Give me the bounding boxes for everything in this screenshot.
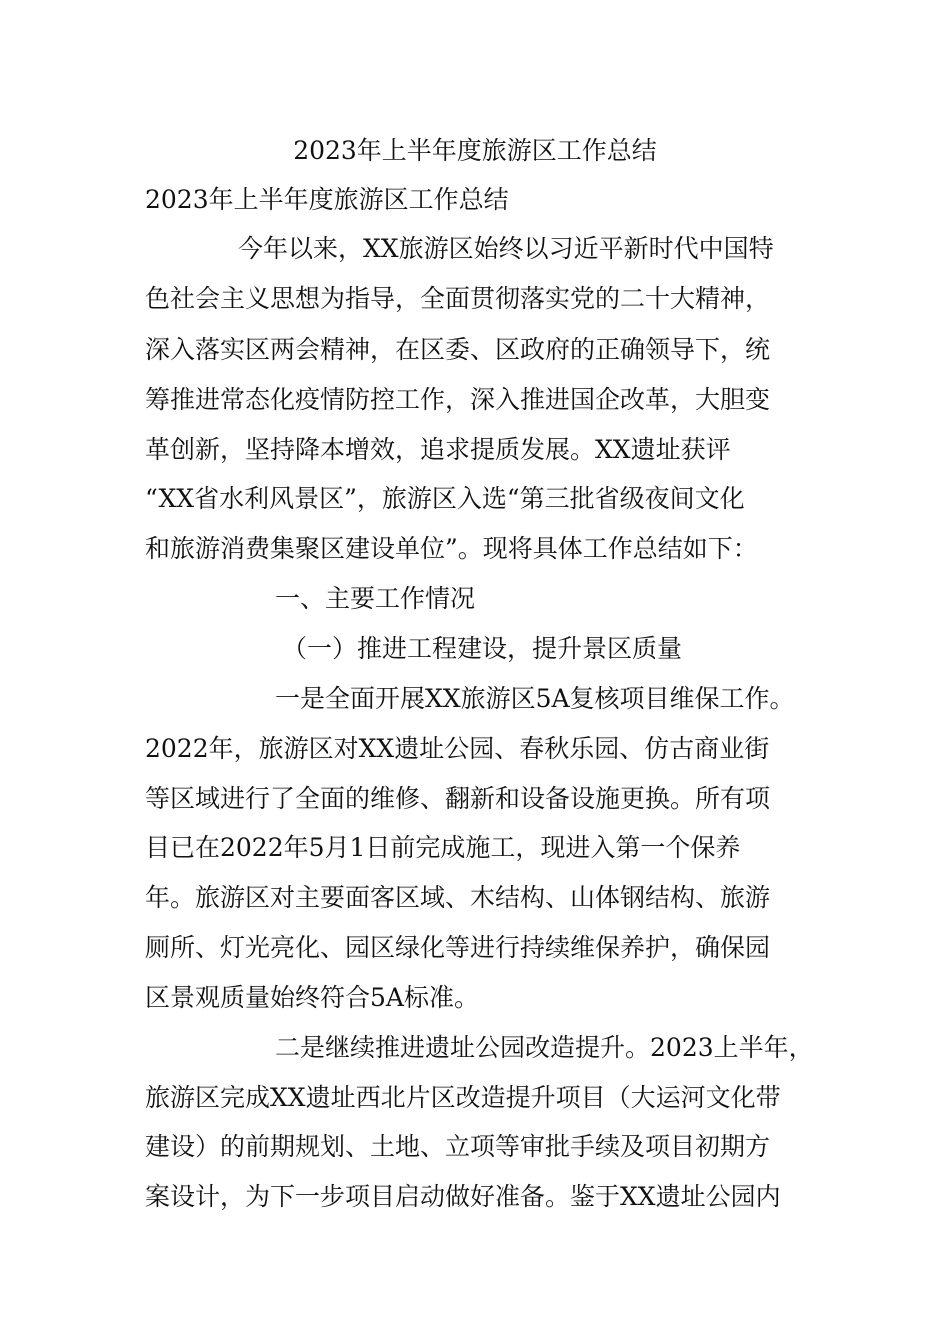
paragraph-line: 一是全面开展XX旅游区5A复核项目维保工作。 (275, 684, 795, 713)
paragraph-line: 等区域进行了全面的维修、翻新和设备设施更换。所有项 (145, 784, 771, 813)
paragraph-line: 深入落实区两会精神，在区委、区政府的正确领导下，统 (145, 335, 771, 364)
paragraph-line: 今年以来，XX旅游区始终以习近平新时代中国特 (238, 234, 774, 263)
paragraph-line: 二是继续推进遗址公园改造提升。2023上半年， (275, 1033, 814, 1062)
paragraph-line: 革创新，坚持降本增效，追求提质发展。XX遗址获评 (145, 435, 731, 464)
document-title: 2023年上半年度旅游区工作总结 (293, 136, 657, 165)
paragraph-line: 和旅游消费集聚区建设单位”。现将具体工作总结如下： (145, 534, 758, 563)
paragraph-line: 旅游区完成XX遗址西北片区改造提升项目（大运河文化带 (145, 1083, 781, 1112)
paragraph-line: 区景观质量始终符合5A标准。 (145, 983, 479, 1012)
paragraph-line: 2022年，旅游区对XX遗址公园、春秋乐园、仿古商业街 (145, 734, 770, 763)
paragraph-line: 色社会主义思想为指导，全面贯彻落实党的二十大精神， (145, 284, 771, 313)
paragraph-line: 年。旅游区对主要面客区域、木结构、山体钢结构、旅游 (145, 883, 771, 912)
section-heading: 一、主要工作情况 (275, 584, 476, 613)
paragraph-line: “XX省水利风景区”，旅游区入选“第三批省级夜间文化 (145, 484, 745, 513)
subsection-heading: （一）推进工程建设，提升景区质量 (282, 634, 683, 663)
paragraph-line: 厕所、灯光亮化、园区绿化等进行持续维保养护，确保园 (145, 933, 771, 962)
paragraph-line: 案设计，为下一步项目启动做好准备。鉴于XX遗址公园内 (145, 1182, 781, 1211)
paragraph-line: 目已在2022年5月1日前完成施工，现进入第一个保养 (145, 833, 741, 862)
paragraph-line: 筹推进常态化疫情防控工作，深入推进国企改革，大胆变 (145, 385, 771, 414)
paragraph-line: 建设）的前期规划、土地、立项等审批手续及项目初期方 (145, 1132, 771, 1161)
document-subtitle: 2023年上半年度旅游区工作总结 (145, 185, 509, 214)
